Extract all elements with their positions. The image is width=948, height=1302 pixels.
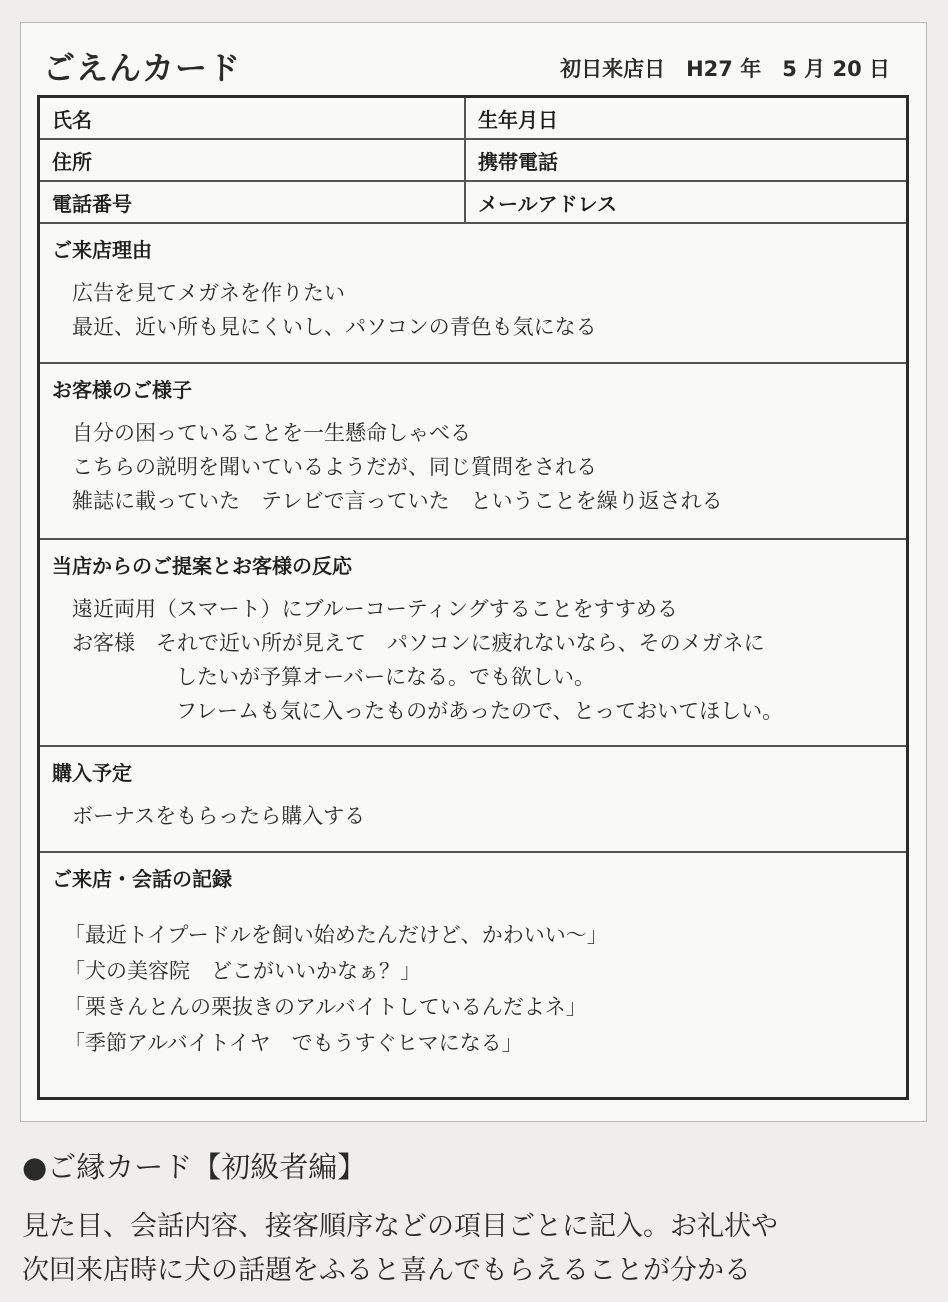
name-field-label: 氏名	[40, 98, 465, 139]
section-heading: 当店からのご提案とお客様の反応	[52, 554, 352, 578]
mobile-field-label: 携帯電話	[465, 139, 906, 181]
customer-manner-section	[40, 364, 906, 540]
visit-reason-section	[40, 224, 906, 364]
caption-title: ●ご縁カード【初級者編】	[22, 1150, 367, 1184]
section-line: 「栗きんとんの栗抜きのアルバイトしているんだよネ」	[64, 995, 587, 1019]
section-line: ボーナスをもらったら購入する	[72, 804, 366, 828]
card-title: ごえんカード	[43, 49, 242, 87]
caption-line: 次回来店時に犬の話題をふると喜んでもらえることが分かる	[22, 1255, 751, 1286]
phone-field-label: 電話番号	[40, 181, 465, 223]
goen-card	[20, 22, 927, 1122]
birthdate-field-label: 生年月日	[465, 98, 906, 139]
section-line: 最近、近い所も見にくいし、パソコンの青色も気になる	[72, 315, 597, 339]
email-field-label: メールアドレス	[465, 181, 906, 223]
section-heading: 購入予定	[52, 761, 132, 785]
customer-info-table	[40, 98, 906, 224]
proposal-reaction-section	[40, 540, 906, 747]
table-row	[40, 139, 906, 181]
table-row	[40, 181, 906, 223]
caption-line: 見た目、会話内容、接客順序などの項目ごとに記入。お礼状や	[22, 1211, 778, 1242]
address-field-label: 住所	[40, 139, 465, 181]
caption-text	[22, 1205, 932, 1293]
section-line: 遠近両用（スマート）にブルーコーティングすることをすすめる	[72, 597, 678, 621]
section-line: フレームも気に入ったものがあったので、とっておいてほしい。	[176, 699, 784, 723]
section-line: 雑誌に載っていた テレビで言っていた ということを繰り返される	[72, 489, 723, 513]
table-row	[40, 98, 906, 139]
section-line: 「最近トイプードルを飼い始めたんだけど、かわいい～」	[64, 923, 608, 947]
section-line: したいが予算オーバーになる。でも欲しい。	[176, 665, 595, 689]
section-heading: お客様のご様子	[52, 378, 192, 402]
section-line: 「犬の美容院 どこがいいかなぁ？」	[64, 959, 421, 983]
section-line: お客様 それで近い所が見えて パソコンに疲れないなら、そのメガネに	[72, 631, 765, 655]
section-line: 自分の困っていることを一生懸命しゃべる	[72, 421, 471, 445]
section-line: こちらの説明を聞いているようだが、同じ質問をされる	[72, 455, 597, 479]
card-form	[37, 95, 909, 1100]
section-heading: ご来店・会話の記録	[52, 867, 232, 891]
section-heading: ご来店理由	[52, 238, 152, 262]
conversation-log-section	[40, 853, 906, 1097]
first-visit-date: 初日来店日 H27 年 5 月 20 日	[560, 57, 890, 81]
section-line: 「季節アルバイトイヤ でもうすぐヒマになる」	[64, 1031, 523, 1055]
purchase-plan-section	[40, 747, 906, 853]
section-line: 広告を見てメガネを作りたい	[72, 281, 345, 305]
